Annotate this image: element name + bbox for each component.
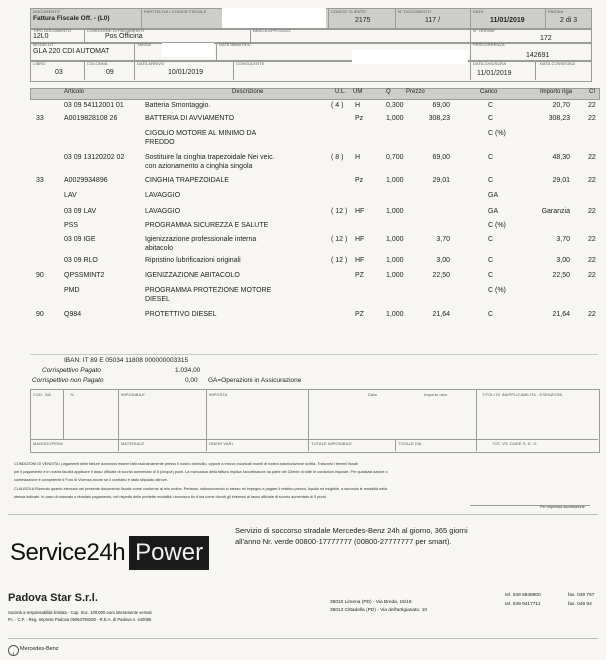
item-descrizione: Igienizzazione professionale interna [145,236,257,243]
col-ul: U.L. [335,89,347,95]
divider [84,28,85,42]
materiale-label: MATERIALE [121,441,145,446]
item-articolo: 03 09 RLO [64,257,98,264]
data-chiusura-label: DATA CHIUSURA [473,61,507,66]
codice-cliente-value: 2175 [355,17,371,24]
item-articolo: 03 09 LAV [64,208,97,215]
n-ordine-value: 172 [540,35,552,42]
item-ci: 22 [588,177,596,184]
divider [84,60,85,80]
brand-service24h: Service24h [8,536,129,570]
item-descrizione: PROGRAMMA PROTEZIONE MOTORE [145,287,272,294]
item-ci: 22 [588,257,596,264]
col-carico: Carico [480,89,498,95]
conditions-line-1: CONDIZIONI DI VENDITA I pagamenti delle fatture dovranno essere fatti esclusivamente presso il nostro domicilio, oppure a mezzo incaricati muniti di nostra autorizzazione scritta. Trascorsi i termini fissati [14,462,358,466]
service-text-1: Servizio di soccorso stradale Mercedes-Benz 24h al giorno, 365 giorni [235,526,468,535]
item-q: 1,000 [386,272,404,279]
conditions-line-2: per il pagamento è in nostra facoltà applicare il tasso ufficiale di sconto aumentato di 5 (cinque) punti. La mancanza della fattura implica l'accettazione da parte del Cliente di tutte le condizioni esposte. Per qualsiasi azione o [14,470,388,474]
imponibile-label: IMPONIBILE [121,392,145,397]
item-descrizione: Ripristino lubrificazioni originali [145,257,241,264]
item-q: 1,000 [386,257,404,264]
item-um: HF [355,208,365,215]
iban: IBAN: IT 89 E 05034 11808 000000003315 [64,357,189,364]
documento-label: DOCUMENTO [33,9,61,14]
item-carico: C [488,257,494,264]
divider [118,389,119,451]
pagato-value: 1.034,00 [175,367,201,374]
documento-value: Fattura Fiscale Off. - (L0) [33,15,110,22]
item-q: 1,000 [386,311,404,318]
brand-power: Power [129,536,209,570]
item-um: PZ [355,311,364,318]
col-prezzo: Prezzo [406,89,425,95]
item-um: PZ [355,272,364,279]
item-prezzo: 22,50 [432,272,450,279]
item-importo: Garanzia [541,208,570,215]
header-row-3 [30,42,592,62]
manodopera-label: MANODOPERA [33,441,63,446]
mb-brand: Mercedes-Benz [20,646,59,652]
divider [328,8,329,28]
tel-1: tel. 049 8848900 [505,593,541,598]
item-carico: C [488,311,494,318]
percorrenza-label: PERCORRENZA [473,42,505,47]
item-um: Pz [355,177,364,184]
divider [308,389,309,451]
item-carico: C (%) [488,222,506,229]
column-header [30,88,600,100]
item-ci: 22 [588,272,596,279]
item-importo: 20,70 [552,102,570,109]
data-arrivo-value: 10/01/2019 [168,69,204,76]
item-carico: C (%) [488,130,506,137]
item-articolo: 03 09 13120202 02 [64,154,125,161]
divider [535,60,536,80]
item-prezzo: 29,01 [432,177,450,184]
col-um: UM [353,89,363,95]
address-2: 35013 Cittadella (PD) - Via dell'artigianato, 10 [330,608,428,613]
divider [134,42,135,60]
item-importo: 29,01 [552,177,570,184]
item-carico: C [488,154,494,161]
item-descrizione: LAVAGGIO [145,192,181,199]
item-descrizione-line-2: con azionamento a cinghia singola [145,163,253,170]
percorrenza-value: 142691 [526,52,550,59]
item-importo: 21,64 [552,311,570,318]
divider [470,42,471,60]
col-articolo: Articolo [64,89,85,95]
divider [8,638,598,639]
item-carico: C [488,272,494,279]
item-q: 0,300 [386,102,404,109]
divider [470,8,471,28]
codice-cliente-label: CODICE CLIENTE [331,9,366,14]
totale-imponibile-label: TOTALE IMPONIBILE [311,441,352,446]
item-carico: C [488,102,494,109]
pagina-label: PAGINA [548,9,564,14]
item-carico: C [488,115,494,122]
mercedes-star-icon [8,645,19,656]
per-accettazione: Per espressa accettazione [540,505,585,509]
data-consegna-label: DATA CONSEGNA [540,61,576,66]
service24h-power-logo [8,536,228,570]
divider [476,389,477,451]
banca-label: BANCA APPOGGIO [253,28,291,33]
address-1: 35010 Limena (PD) - Via Breda, 16/18 [330,600,412,605]
fax-1: fax. 049 767 [568,593,595,598]
item-q: 1,000 [386,177,404,184]
cod-iva-label: COD. IVA [33,392,52,397]
item-um: HF [355,257,365,264]
divider [141,8,142,28]
divider [216,42,217,60]
item-articolo: 03 09 IGE [64,236,96,243]
n-documento-label: N° DOCUMENTO [398,9,431,14]
item-q: 1,000 [386,236,404,243]
divider [395,439,396,451]
item-descrizione: CIGOLIO MOTORE AL MINIMO DA [145,130,257,137]
divider [8,514,598,515]
item-carico: GA [488,208,499,215]
redacted-area [222,8,326,28]
item-descrizione: BATTERIA DI AVVIAMENTO [145,115,235,122]
item-q: 1,000 [386,208,404,215]
colonna-label: COLONNA [87,61,108,66]
item-descrizione-line-2: abitacolo [145,245,174,252]
n-documento-value: 117 / [425,17,441,24]
item-code: 33 [36,115,44,122]
consulente-label: CONSULENTE [236,61,265,66]
item-descrizione: Sostituire la cinghia trapezoidale Nei veic. [145,154,275,161]
tipo-documento-label: TIPO DOCUMENTO [33,28,71,33]
service-text-2: all'anno Nr. verde 00800-17777777 (00800-27777777 per smart). [235,537,452,546]
item-ul: ( 12 ) [331,236,348,243]
item-prezzo: 308,23 [428,115,450,122]
item-descrizione: PROGRAMMA SICUREZZA E SALUTE [145,222,269,229]
divider [63,389,64,439]
divider [30,354,598,355]
item-ci: 22 [588,311,596,318]
conditions-line-3: contestazione è competente il Foro di Vicenza anche se il contratto è stato stipulato altrove. [14,478,168,482]
item-descrizione: IGENIZZAZIONE ABITACOLO [145,272,240,279]
item-carico: GA [488,192,499,199]
partita-iva-label: PARTITA IVA / CODICE FISCALE [144,9,207,14]
fax-2: fax. 049 94 [568,602,592,607]
item-ci: 22 [588,236,596,243]
data-arrivo-label: DATA ARRIVO [137,61,165,66]
tot-vs-dare-label: TOT. VS. DARE S. E. O. [492,441,538,446]
item-descrizione-line-2: DIESEL [145,296,170,303]
condizioni-label: CONDIZIONI DI PAGAMENTO [87,28,145,33]
item-prezzo: 69,00 [432,102,450,109]
col-q: Q [386,89,391,95]
company-legal-2: P.I. - C.F. - Reg. Imprese Padova 05063790280 - R.E.A. di Padova n. 440085 [8,617,152,622]
item-articolo: 03 09 54112001 01 [64,102,124,109]
targa-label: TARGA [137,42,151,47]
modello-value: GLA 220 CDI AUTOMAT [33,48,110,55]
item-articolo: PSS [64,222,79,229]
item-descrizione: Batteria Smontaggio. [145,102,211,109]
item-prezzo: 21,64 [432,311,450,318]
item-articolo: PMD [64,287,80,294]
divider [395,8,396,28]
col-descrizione: Descrizione [232,89,264,95]
item-prezzo: 3,00 [436,257,450,264]
pagato-label: Corrispettivo Pagato [42,367,101,374]
divider [134,60,135,80]
item-importo: 3,00 [556,257,570,264]
data-label: DATA [473,9,484,14]
item-importo: 308,23 [548,115,570,122]
imposta-label: IMPOSTA [209,392,228,397]
item-carico: C [488,177,494,184]
conditions-line-5: stessa indicate. In caso di mancato o ritardato pagamento, nel rispetto delle predette modalità, riconosco fin d'ora come dovuti gli interessi al tasso ufficiale di sconto aumentato di 5 punti. [14,495,327,499]
item-prezzo: 69,00 [432,154,450,161]
item-articolo: A0019828108 26 [64,115,118,122]
item-importo: 48,30 [552,154,570,161]
data-rata-label: Data [368,392,377,397]
item-ci: 22 [588,102,596,109]
col-ci: CI [589,89,595,95]
item-q: 1,000 [386,115,404,122]
divider [470,60,471,80]
item-ul: ( 4 ) [331,102,344,109]
item-um: H [355,102,361,109]
modello-label: MODELLO [33,42,54,47]
telaio-label: DATA IMMATRIC. [219,42,252,47]
item-code: 33 [36,177,44,184]
libro-value: 03 [55,69,63,76]
item-code: 90 [36,272,44,279]
data-value: 11/01/2019 [490,17,525,24]
redacted-area [162,43,214,57]
importo-rata-label: Importo rata [424,392,447,397]
item-articolo: A0029934896 [64,177,108,184]
oneri-vari-label: ONERI VARI [209,441,233,446]
conditions-line-4: CLAUSOLA Ricevuto quanto elencato nel presente documento fiscale come conforme al mio ordine. Pertanto, sottoscrivendo lo stesso mi impegno a pagare il relativo prezzo, liquido ed esigibile, a seconda le modalità nella [14,487,388,491]
item-ci: 22 [588,115,596,122]
colonna-value: 09 [106,69,114,76]
item-descrizione: LAVAGGIO [145,208,181,215]
n-ordine-label: N° ORDINE [473,28,496,33]
company-legal-1: Società a responsabilità limitata - Cap. Soc. 100.000 euro interamente versati [8,610,152,615]
item-ci: 22 [588,154,596,161]
totale-iva-label: TOTALE IVA [398,441,422,446]
item-ul: ( 12 ) [331,257,348,264]
item-um: H [355,154,361,161]
item-q: 0,700 [386,154,404,161]
divider [206,389,207,451]
divider [545,8,546,28]
operazioni-note: GA=Operazioni in Assicurazione [208,377,302,384]
divider [470,28,471,42]
tel-2: tel. 049 9417711 [505,602,541,607]
item-um: HF [355,236,365,243]
item-code: 90 [36,311,44,318]
redacted-area [352,50,468,64]
item-ul: ( 12 ) [331,208,348,215]
pagina-value: 2 di 3 [560,17,578,24]
item-carico: C [488,236,494,243]
item-descrizione: CINGHIA TRAPEZOIDALE [145,177,229,184]
divider [250,28,251,42]
condizioni-value: Pos Officina [105,33,143,40]
divider [233,60,234,80]
item-um: Pz [355,115,364,122]
item-articolo: LAV [64,192,77,199]
item-ul: ( 8 ) [331,154,344,161]
libro-label: LIBRO [33,61,46,66]
col-importo: Importo riga [540,89,573,95]
item-carico: C (%) [488,287,506,294]
tipo-documento-value: 12L0 [33,33,49,40]
item-importo: 22,50 [552,272,570,279]
mercedes-star-svg [9,650,18,659]
item-descrizione: PROTETTIVO DIESEL [145,311,217,318]
item-descrizione-line-2: FREDDO [145,139,175,146]
item-importo: 3,70 [556,236,570,243]
item-articolo: Q984 [64,311,82,318]
titoli-label: TITOLI DI INAPPLICABILITA - ESENZIONI [482,392,563,397]
perc-label: % [70,392,74,397]
item-ci: 22 [588,208,596,215]
company-name: Padova Star S.r.l. [8,592,98,604]
non-pagato-value: 0,00 [185,377,198,384]
item-prezzo: 3,70 [436,236,450,243]
non-pagato-label: Corrispettivo non Pagato [32,377,104,384]
item-articolo: QPSSMINT2 [64,272,105,279]
divider [30,439,598,440]
data-chiusura-value: 11/01/2019 [477,70,512,77]
